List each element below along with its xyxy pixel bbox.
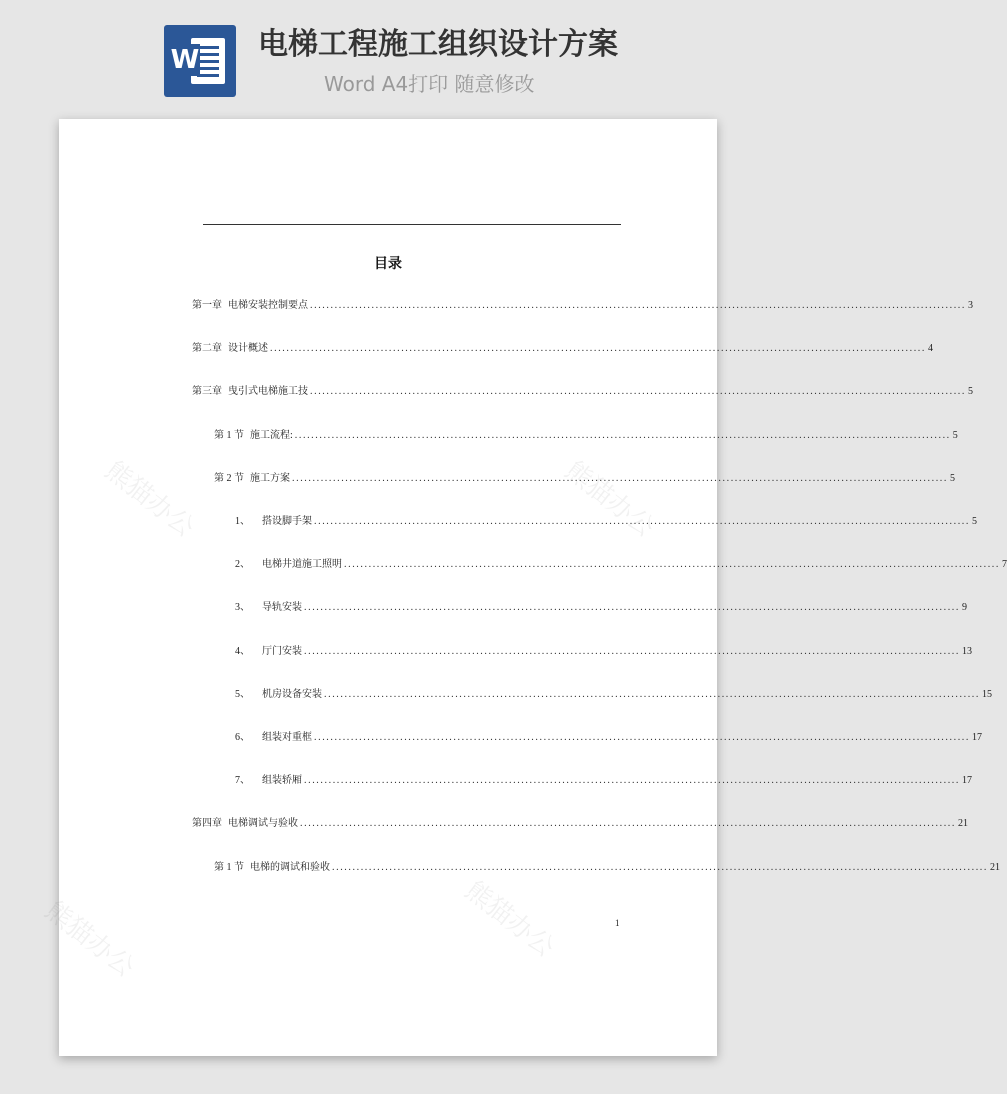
toc-entry-page: 9 bbox=[962, 602, 967, 614]
toc-entry-label: 4、 bbox=[235, 645, 250, 657]
toc-entry-label: 6、 bbox=[235, 732, 250, 743]
toc-leader-dots: ................................................................................................................................................................ bbox=[270, 343, 926, 355]
header-rule bbox=[203, 224, 621, 225]
toc-entry-title: 施工流程: bbox=[250, 429, 293, 441]
toc-leader-dots: ................................................................................................................................................................ bbox=[300, 818, 956, 830]
toc-entry-page: 13 bbox=[962, 645, 972, 657]
toc-entry-title: 厅门安装 bbox=[262, 645, 302, 657]
toc-entry-title: 曳引式电梯施工技 bbox=[228, 386, 308, 398]
toc-entry-page: 7 bbox=[1002, 559, 1007, 571]
toc-entry-label: 第 1 节 bbox=[214, 861, 244, 873]
toc-leader-dots: ................................................................................................................................................................ bbox=[292, 472, 948, 484]
toc-entry-label: 7、 bbox=[235, 775, 250, 787]
toc-entry[interactable] bbox=[235, 511, 977, 527]
toc-entry-label: 第二章 bbox=[192, 343, 222, 355]
toc-entry[interactable] bbox=[214, 425, 958, 441]
toc-entry-label: 第 1 节 bbox=[214, 429, 244, 441]
document-page bbox=[39, 119, 1007, 1056]
toc-leader-dots: ................................................................................................................................................................ bbox=[304, 775, 960, 787]
toc-entry-title: 设计概述 bbox=[228, 343, 268, 355]
toc-leader-dots: ................................................................................................................................................................ bbox=[314, 516, 970, 527]
watermark: 熊猫办公 bbox=[459, 875, 560, 964]
logo-letter: W bbox=[170, 45, 200, 75]
toc-entry[interactable] bbox=[214, 468, 955, 484]
toc-entry[interactable] bbox=[192, 381, 973, 398]
toc-entry[interactable] bbox=[235, 554, 1007, 571]
toc-leader-dots: ................................................................................................................................................................ bbox=[310, 386, 966, 398]
toc-entry-label: 第 2 节 bbox=[214, 472, 244, 484]
toc-leader-dots: ................................................................................................................................................................ bbox=[304, 602, 960, 614]
toc-entry-label: 2、 bbox=[235, 559, 250, 571]
page-number: 1 bbox=[615, 918, 620, 928]
toc-entry[interactable] bbox=[235, 641, 972, 657]
toc-entry-page: 5 bbox=[950, 472, 955, 484]
toc-entry-page: 4 bbox=[928, 343, 933, 355]
toc-entry-title: 电梯安装控制要点 bbox=[228, 300, 308, 311]
toc-entry-title: 机房设备安装 bbox=[262, 688, 322, 700]
toc-entry-page: 3 bbox=[968, 300, 973, 311]
toc-entry-title: 施工方案 bbox=[250, 472, 290, 484]
toc-entry[interactable] bbox=[235, 770, 972, 787]
page-subtitle: Word A4打印 随意修改 bbox=[324, 72, 535, 96]
toc-entry[interactable] bbox=[235, 597, 967, 614]
toc-leader-dots: ................................................................................................................................................................ bbox=[310, 300, 966, 311]
toc-entry-page: 17 bbox=[972, 732, 982, 743]
toc-leader-dots: ................................................................................................................................................................ bbox=[304, 645, 960, 657]
toc-leader-dots: ................................................................................................................................................................ bbox=[332, 861, 988, 873]
toc-entry-label: 3、 bbox=[235, 602, 250, 614]
toc-entry-page: 17 bbox=[962, 775, 972, 787]
toc-entry-title: 组装轿厢 bbox=[262, 775, 302, 787]
toc-leader-dots: ................................................................................................................................................................ bbox=[324, 688, 980, 700]
toc-entry-title: 组装对重框 bbox=[262, 732, 312, 743]
toc-entry-label: 1、 bbox=[235, 516, 250, 527]
toc-entry-title: 电梯的调试和验收 bbox=[250, 861, 330, 873]
toc-entry[interactable] bbox=[214, 857, 1000, 873]
toc-entry-label: 第一章 bbox=[192, 300, 222, 311]
header-banner bbox=[0, 0, 774, 118]
toc-entry-title: 电梯井道施工照明 bbox=[262, 559, 342, 571]
toc-title: 目录 bbox=[374, 255, 402, 271]
toc-entry[interactable] bbox=[235, 727, 982, 743]
word-logo-icon bbox=[164, 25, 236, 97]
toc-entry-label: 第四章 bbox=[192, 818, 222, 830]
toc-leader-dots: ................................................................................................................................................................ bbox=[314, 732, 970, 743]
toc-entry[interactable] bbox=[192, 813, 968, 830]
toc-entry-page: 15 bbox=[982, 688, 992, 700]
toc-entry-label: 5、 bbox=[235, 688, 250, 700]
toc-leader-dots: ................................................................................................................................................................ bbox=[294, 429, 951, 441]
toc-entry-page: 5 bbox=[972, 516, 977, 527]
toc-entry-label: 第三章 bbox=[192, 386, 222, 398]
page-title: 电梯工程施工组织设计方案 bbox=[258, 27, 618, 62]
toc-entry-page: 5 bbox=[952, 429, 958, 441]
toc-entry-page: 5 bbox=[968, 386, 973, 398]
toc-entry-page: 21 bbox=[990, 861, 1000, 873]
toc-entry-title: 搭设脚手架 bbox=[262, 516, 312, 527]
toc-entry-page: 21 bbox=[958, 818, 968, 830]
toc-entry-title: 电梯调试与验收 bbox=[228, 818, 298, 830]
watermark: 熊猫办公 bbox=[559, 455, 660, 544]
toc-entry-title: 导轨安装 bbox=[262, 602, 302, 614]
watermark: 熊猫办公 bbox=[39, 895, 140, 984]
watermark: 熊猫办公 bbox=[99, 455, 200, 544]
toc-entry[interactable] bbox=[192, 295, 973, 311]
toc-entry[interactable] bbox=[192, 338, 933, 355]
toc-entry[interactable] bbox=[235, 684, 992, 700]
toc-leader-dots: ................................................................................................................................................................ bbox=[344, 559, 1000, 571]
